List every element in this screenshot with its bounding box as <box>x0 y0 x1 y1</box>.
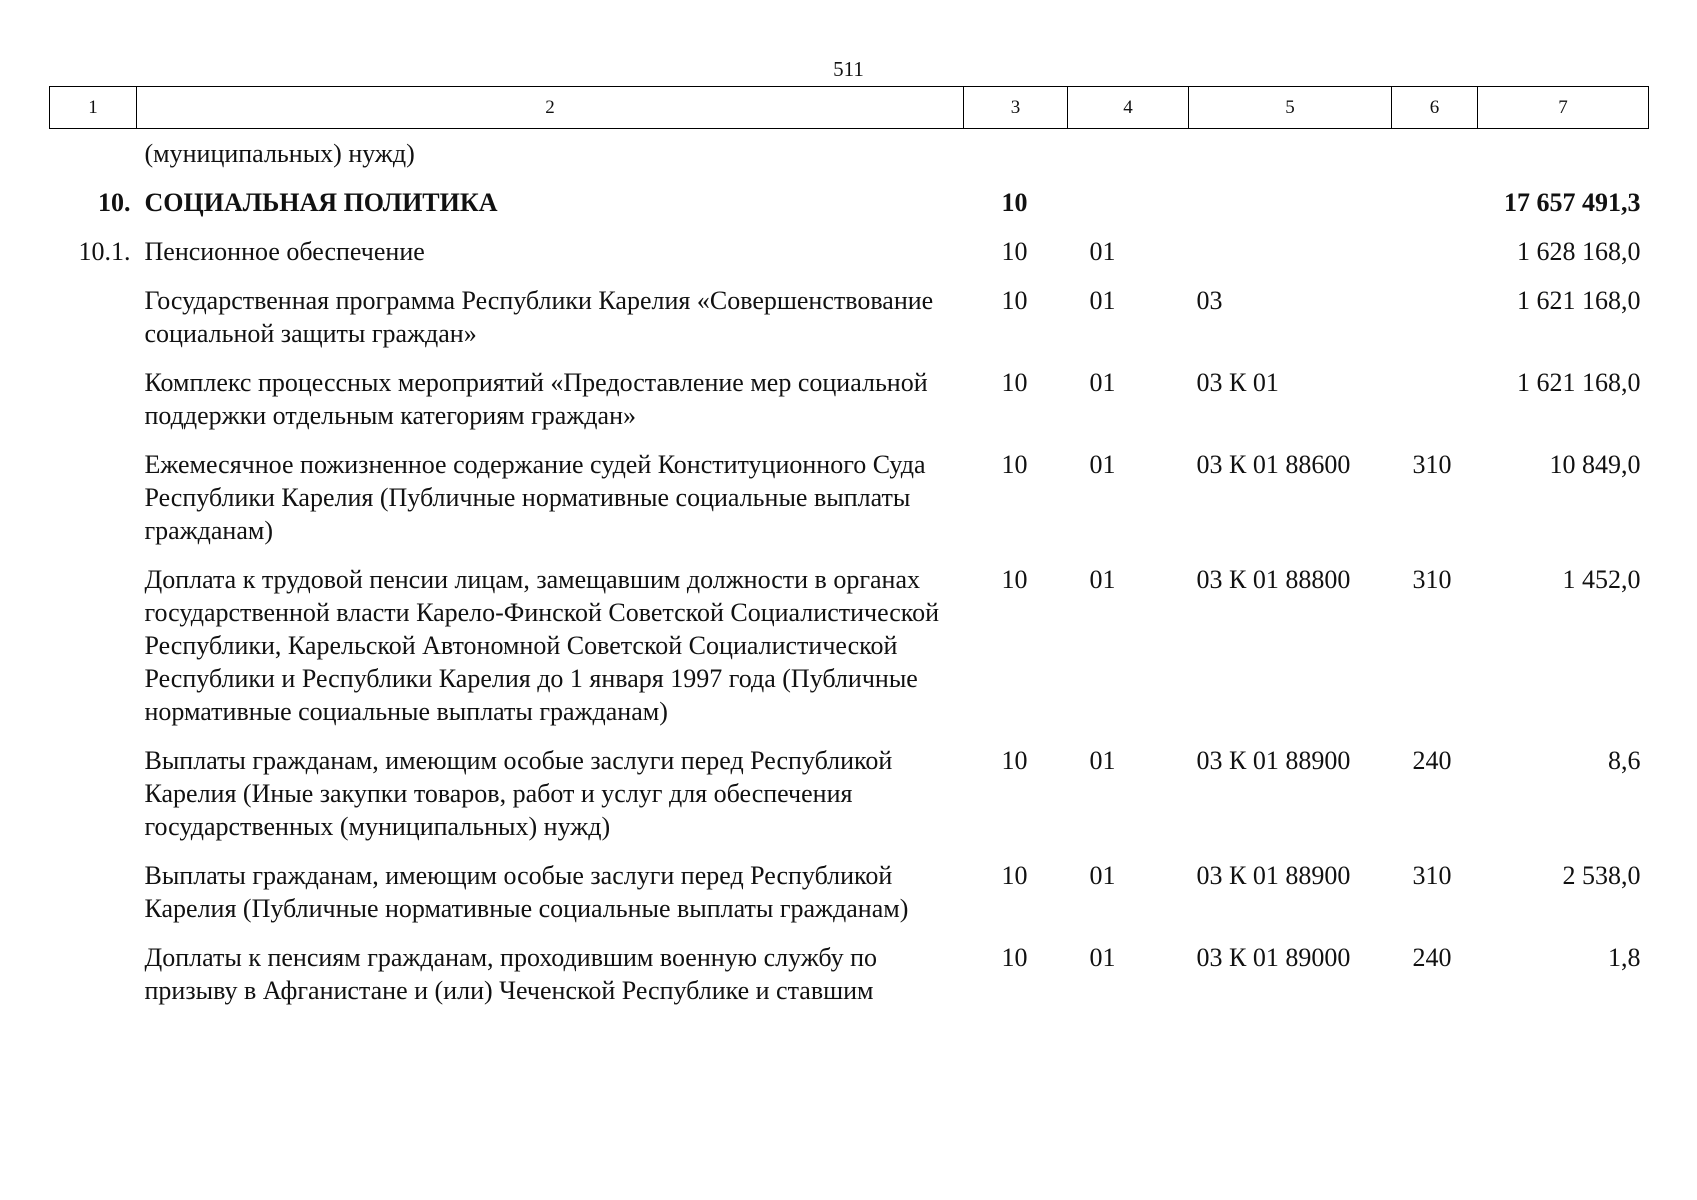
row-target-article <box>1189 235 1392 284</box>
row-subsection: 01 <box>1089 368 1116 397</box>
header-cell-6: 6 <box>1392 87 1478 129</box>
row-section: 10 <box>1001 237 1028 266</box>
header-cell-4: 4 <box>1068 87 1189 129</box>
row-subsection: 01 <box>1089 943 1116 972</box>
row-section: 10 <box>1001 565 1028 594</box>
header-cell-5: 5 <box>1189 87 1392 129</box>
row-amount: 1 621 168,0 <box>1517 286 1641 315</box>
row-expense-type: 240 <box>1412 746 1452 775</box>
row-target-article: 03 К 01 88900 <box>1196 861 1351 890</box>
row-amount: 1 628 168,0 <box>1517 237 1641 266</box>
row-amount: 17 657 491,3 <box>1504 188 1641 217</box>
row-section: 10 <box>1001 286 1028 315</box>
row-amount: 1,8 <box>1608 943 1641 972</box>
row-name: Доплаты к пенсиям гражданам, проходившим военную службу по призыву в Афганистане и (или) Чеченской Республике и ставшим <box>144 943 878 1005</box>
row-amount: 8,6 <box>1608 746 1641 775</box>
row-name: СОЦИАЛЬНАЯ ПОЛИТИКА <box>144 188 498 217</box>
header-cell-7: 7 <box>1478 87 1649 129</box>
row-name: Выплаты гражданам, имеющим особые заслуги перед Республикой Карелия (Публичные нормативные социальные выплаты гражданам) <box>144 861 909 923</box>
row-target-article: 03 К 01 <box>1196 368 1279 397</box>
row-amount: 1 452,0 <box>1562 565 1641 594</box>
table-row <box>50 186 1649 235</box>
table-row <box>50 366 1649 448</box>
page-number: 511 <box>833 57 864 81</box>
row-number <box>50 448 137 563</box>
row-target-article: 03 К 01 88800 <box>1196 565 1351 594</box>
row-subsection: 01 <box>1089 450 1116 479</box>
row-amount: 1 621 168,0 <box>1517 368 1641 397</box>
row-name: Комплекс процессных мероприятий «Предоставление мер социальной поддержки отдельным категориям граждан» <box>144 368 928 430</box>
row-expense-type: 240 <box>1412 943 1452 972</box>
row-section: 10 <box>1001 188 1028 217</box>
row-number <box>50 563 137 744</box>
budget-table <box>49 86 1649 1023</box>
row-subsection <box>1068 129 1189 187</box>
row-target-article: 03 К 01 88600 <box>1196 450 1351 479</box>
row-number: 10.1. <box>78 237 131 266</box>
header-cell-3: 3 <box>964 87 1068 129</box>
table-row <box>50 448 1649 563</box>
table-row <box>50 941 1649 1023</box>
row-section: 10 <box>1001 450 1028 479</box>
row-section: 10 <box>1001 368 1028 397</box>
row-expense-type <box>1392 235 1478 284</box>
table-row <box>50 284 1649 366</box>
row-name: Выплаты гражданам, имеющим особые заслуги перед Республикой Карелия (Иные закупки товаров, работ и услуг для обеспечения государственных (муниципальных) нужд) <box>144 746 893 841</box>
header-cell-1: 1 <box>50 87 137 129</box>
row-subsection: 01 <box>1089 237 1116 266</box>
row-name: (муниципальных) нужд) <box>144 139 415 168</box>
row-name: Доплата к трудовой пенсии лицам, замещавшим должности в органах государственной власти Карело-Финской Советской Социалистической Республики, Карельской Автономной Советской Социалистической Республики и Республики Карелия до 1 января 1997 года (Публичные нормативные социальные выплаты гражданам) <box>144 565 940 726</box>
row-name: Пенсионное обеспечение <box>144 237 425 266</box>
row-subsection <box>1068 186 1189 235</box>
row-target-article: 03 <box>1196 286 1223 315</box>
row-expense-type: 310 <box>1412 450 1452 479</box>
row-expense-type: 310 <box>1412 565 1452 594</box>
header-cell-2: 2 <box>137 87 964 129</box>
row-amount <box>1478 129 1649 187</box>
row-expense-type: 310 <box>1412 861 1452 890</box>
row-number <box>50 941 137 1023</box>
table-row <box>50 744 1649 859</box>
row-target-article: 03 К 01 88900 <box>1196 746 1351 775</box>
row-subsection: 01 <box>1089 286 1116 315</box>
row-target-article <box>1189 129 1392 187</box>
row-target-article <box>1189 186 1392 235</box>
row-name: Государственная программа Республики Карелия «Совершенствование социальной защиты граждан» <box>144 286 934 348</box>
row-section: 10 <box>1001 861 1028 890</box>
row-subsection: 01 <box>1089 565 1116 594</box>
table-body <box>50 129 1649 1024</box>
table-row <box>50 235 1649 284</box>
row-number <box>50 859 137 941</box>
row-target-article: 03 К 01 89000 <box>1196 943 1351 972</box>
row-expense-type <box>1392 186 1478 235</box>
row-section: 10 <box>1001 943 1028 972</box>
row-name: Ежемесячное пожизненное содержание судей Конституционного Суда Республики Карелия (Публичные нормативные социальные выплаты гражданам) <box>144 450 926 545</box>
row-subsection: 01 <box>1089 861 1116 890</box>
table-row <box>50 859 1649 941</box>
row-amount: 10 849,0 <box>1549 450 1641 479</box>
row-section <box>964 129 1068 187</box>
row-amount: 2 538,0 <box>1562 861 1641 890</box>
row-number <box>50 744 137 859</box>
table-row <box>50 563 1649 744</box>
row-subsection: 01 <box>1089 746 1116 775</box>
table-row <box>50 129 1649 187</box>
row-expense-type <box>1392 366 1478 448</box>
row-expense-type <box>1392 129 1478 187</box>
row-number: 10. <box>98 188 131 217</box>
row-number <box>50 366 137 448</box>
header-row <box>50 87 1649 129</box>
row-section: 10 <box>1001 746 1028 775</box>
row-number <box>50 284 137 366</box>
row-number <box>50 129 137 187</box>
row-expense-type <box>1392 284 1478 366</box>
